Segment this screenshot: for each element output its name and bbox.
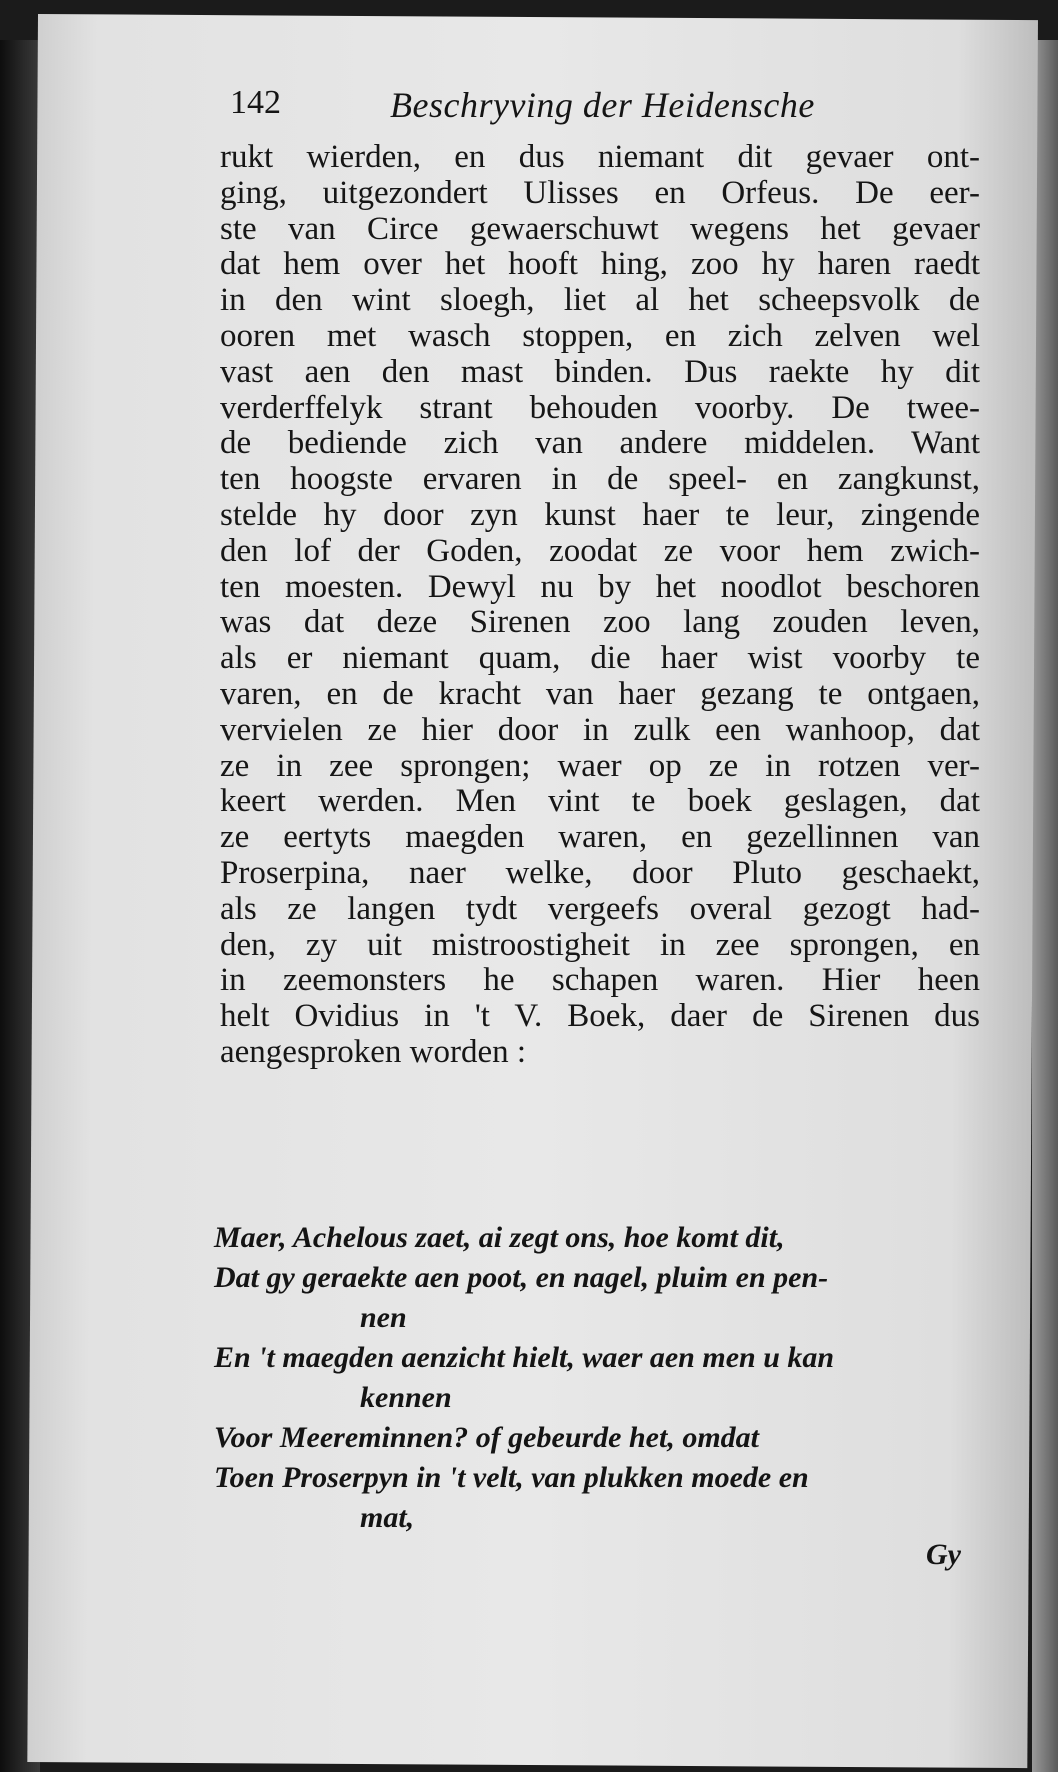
text-line: ze eertyts maegden waren, en gezellinnen van (220, 819, 980, 856)
text-line: ging, uitgezondert Ulisses en Orfeus. De eer- (220, 174, 980, 211)
text-line: rukt wierden, en dus niemant dit gevaer ont- (220, 139, 980, 175)
verse-line: nen (360, 1301, 407, 1334)
text-line: ze in zee sprongen; waer op ze in rotzen ver- (220, 747, 980, 784)
text-line: stelde hy door zyn kunst haer te leur, zingende (220, 496, 980, 533)
text-line: als ze langen tydt vergeefs overal gezogt had- (220, 890, 980, 927)
verse-line: En 't maegden aenzicht hielt, waer aen men u kan (214, 1341, 835, 1374)
verse-line: Maer, Achelous zaet, ai zegt ons, hoe komt dit, (214, 1221, 785, 1254)
text-line: dat hem over het hooft hing, zoo hy haren raedt (220, 246, 980, 283)
text-line: varen, en de kracht van haer gezang te ontgaen, (220, 675, 980, 712)
text-line: den, zy uit mistroostigheit in zee sprongen, en (220, 926, 980, 963)
body-text (220, 140, 980, 1071)
text-line: vervielen ze hier door in zulk een wanhoop, dat (220, 711, 980, 748)
text-line: in zeemonsters he schapen waren. Hier heen (220, 962, 980, 999)
verse-line: kennen (360, 1381, 452, 1414)
page-header (190, 84, 890, 134)
text-line: als er niemant quam, die haer wist voorby te (220, 640, 980, 677)
text-line: den lof der Goden, zoodat ze voor hem zwich- (220, 532, 980, 569)
text-line: de bediende zich van andere middelen. Want (220, 425, 980, 462)
text-line: ten hoogste ervaren in de speel- en zangkunst, (220, 461, 980, 498)
text-line: vast aen den mast binden. Dus raekte hy dit (220, 353, 980, 390)
text-line: keert werden. Men vint te boek geslagen, dat (220, 783, 980, 820)
text-line: aengesproken worden : (220, 1033, 527, 1070)
running-head: Beschryving der Heidensche (390, 85, 815, 125)
text-line: helt Ovidius in 't V. Boek, daer de Sirenen dus (220, 998, 980, 1035)
text-line: ooren met wasch stoppen, en zich zelven wel (220, 317, 980, 354)
text-line: ten moesten. Dewyl nu by het noodlot beschoren (220, 568, 980, 605)
verse-line: Toen Proserpyn in 't velt, van plukken moede en (214, 1461, 809, 1494)
verse-line: Voor Meereminnen? of gebeurde het, omdat (214, 1421, 759, 1454)
text-line: in den wint sloegh, liet al het scheepsvolk de (220, 282, 980, 319)
verse-line: mat, (360, 1501, 415, 1534)
verse-quotation (214, 1218, 994, 1538)
text-line: verderffelyk strant behouden voorby. De twee- (220, 389, 980, 426)
text-line: ste van Circe gewaerschuwt wegens het gevaer (220, 210, 980, 247)
page-number: 142 (230, 84, 281, 121)
catchword: Gy (926, 1538, 961, 1571)
text-line: Proserpina, naer welke, door Pluto geschaekt, (220, 854, 980, 891)
text-line: was dat deze Sirenen zoo lang zouden leven, (220, 604, 980, 641)
verse-line: Dat gy geraekte aen poot, en nagel, pluim en pen- (214, 1261, 829, 1294)
